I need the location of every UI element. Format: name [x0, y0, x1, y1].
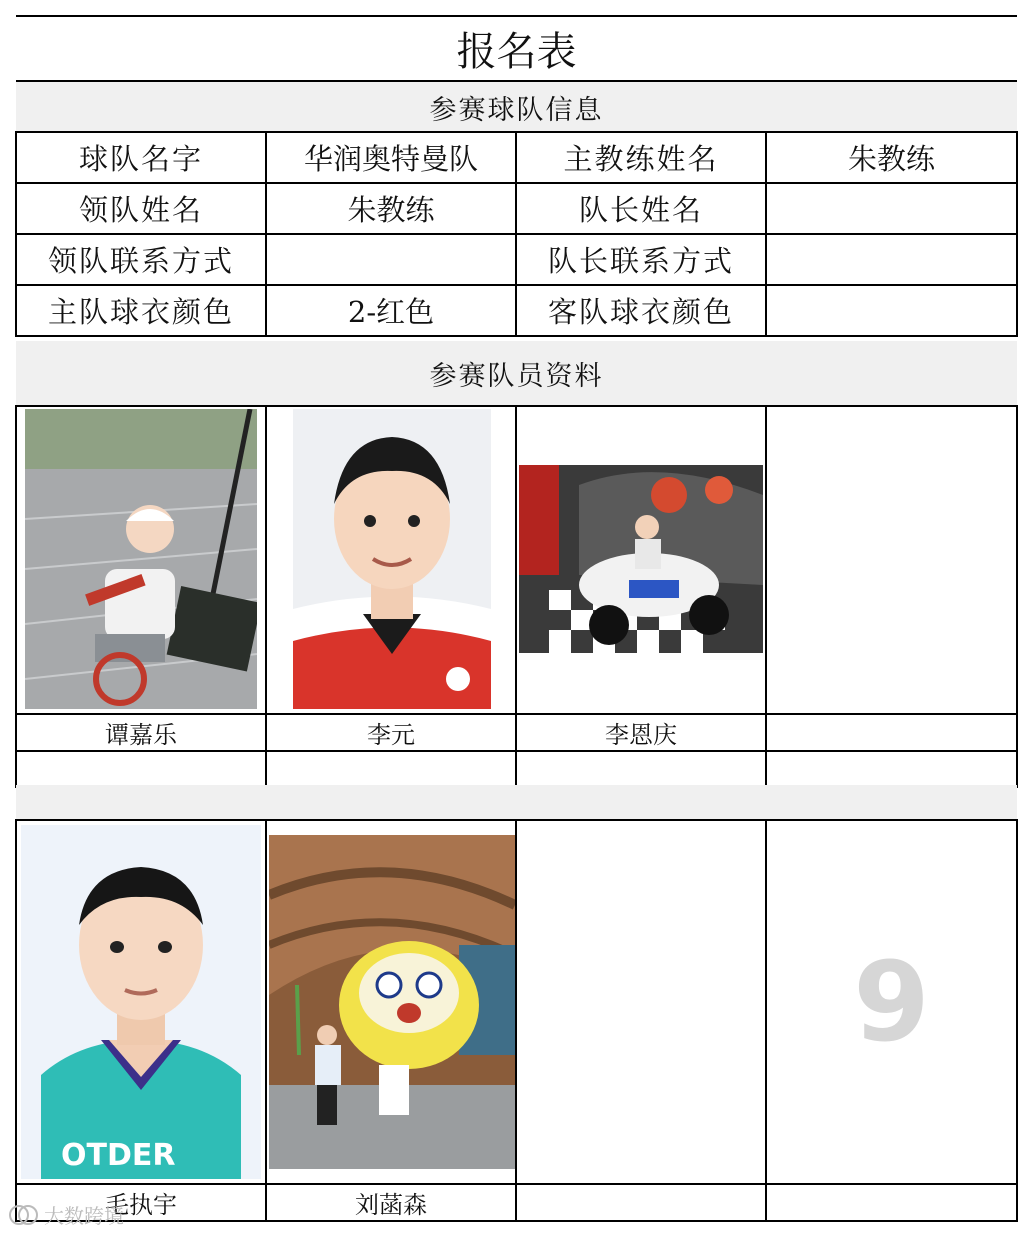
- value-home-jersey: 2-红色: [266, 285, 516, 336]
- svg-text:OTDER: OTDER: [61, 1138, 176, 1173]
- photo-boy-on-motorcycle: [519, 465, 763, 653]
- player-section-header: [16, 341, 1017, 405]
- section-spacer: [16, 785, 1017, 819]
- player-name: [516, 1184, 766, 1221]
- label-home-jersey: 主队球衣颜色: [16, 285, 266, 336]
- player-name: 刘菡森: [266, 1184, 516, 1221]
- team-info-row: [16, 183, 1017, 234]
- blank-cell: [766, 751, 1017, 787]
- label-team-name: 球队名字: [16, 132, 266, 183]
- player-photo-cell-empty: [516, 820, 766, 1184]
- players-table-1: [15, 405, 1018, 788]
- photo-boy-on-bicycle: [25, 409, 257, 709]
- players-table-2: [15, 819, 1018, 1222]
- form-title: 报名表: [16, 15, 1017, 80]
- team-info-row: [16, 234, 1017, 285]
- value-team-name: 华润奥特曼队: [266, 132, 516, 183]
- watermark-logo-icon: [8, 1204, 38, 1226]
- value-away-jersey: [766, 285, 1017, 336]
- value-team-leader: 朱教练: [266, 183, 516, 234]
- blank-cell: [266, 751, 516, 787]
- photo-row: [16, 820, 1017, 1184]
- watermark: [8, 1200, 124, 1229]
- player-name: 李恩庆: [516, 714, 766, 751]
- blank-row: [16, 751, 1017, 787]
- player-photo-cell: [516, 406, 766, 714]
- blank-cell: [16, 751, 266, 787]
- team-info-row: [16, 132, 1017, 183]
- placeholder-number: 9: [853, 938, 930, 1066]
- player-photo-cell: [266, 820, 516, 1184]
- player-section-title: 参赛队员资料: [429, 360, 604, 392]
- label-head-coach: 主教练姓名: [516, 132, 766, 183]
- value-head-coach: 朱教练: [766, 132, 1017, 183]
- team-info-table: [15, 131, 1018, 337]
- label-away-jersey: 客队球衣颜色: [516, 285, 766, 336]
- player-name: [766, 1184, 1017, 1221]
- player-photo-cell: [16, 406, 266, 714]
- watermark-text: 大数跨境: [44, 1204, 124, 1228]
- label-captain-contact: 队长联系方式: [516, 234, 766, 285]
- label-leader-contact: 领队联系方式: [16, 234, 266, 285]
- player-photo-cell: [266, 406, 516, 714]
- name-row: [16, 714, 1017, 751]
- player-name: 李元: [266, 714, 516, 751]
- label-captain: 队长姓名: [516, 183, 766, 234]
- photo-boy-red-jersey: [293, 409, 491, 709]
- team-section-header: [16, 80, 1017, 132]
- placeholder-cell: [766, 820, 1017, 1184]
- team-info-row: [16, 285, 1017, 336]
- team-section-title: 参赛球队信息: [429, 94, 604, 126]
- value-captain: [766, 183, 1017, 234]
- name-row: [16, 1184, 1017, 1221]
- player-name: 谭嘉乐: [16, 714, 266, 751]
- label-team-leader: 领队姓名: [16, 183, 266, 234]
- photo-row: [16, 406, 1017, 714]
- photo-boy-with-mascot: [269, 835, 515, 1169]
- player-photo-cell-empty: [766, 406, 1017, 714]
- player-name: [766, 714, 1017, 751]
- photo-boy-teal-jersey: [21, 825, 261, 1179]
- player-name: 毛执宇: [16, 1184, 266, 1221]
- value-captain-contact: [766, 234, 1017, 285]
- value-leader-contact: [266, 234, 516, 285]
- player-photo-cell: [16, 820, 266, 1184]
- blank-cell: [516, 751, 766, 787]
